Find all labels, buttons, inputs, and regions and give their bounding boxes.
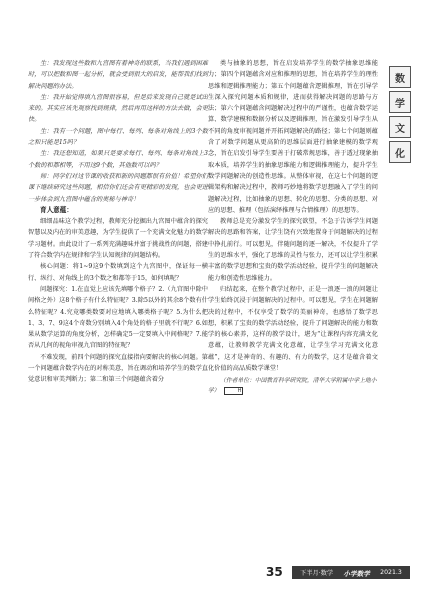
section-tab: 化: [389, 141, 411, 163]
section-tabs: [389, 66, 413, 166]
body-paragraph: 问题探究：1.在直觉上应该先填哪个格子？2.（九宫图中除中间格之外）这8个格子有什么特征呢？3.除5以外的其余8个数有什么特征呢？4.究竟哪类数要对应地填入哪类格子呢？5.为什么把1、3、7、9这4个奇数分别填入4个角处的格子里就不行呢？6.如果从数学运算的角度分析，怎样确定5一定要填入中间格呢？7.能否从几何的视角审视九宫图的特征呢？: [28, 285, 208, 350]
dialog-paragraph: 生：我有一个问题，图中每行、每列、每条对角线上的3个数之和只能是15吗？: [28, 127, 208, 147]
body-paragraph: 核心问题：将1~9这9个数填到这个九宫图中，保证每一横行、纵行、对角线上的3个数之和都等于15，如何填呢？: [28, 263, 208, 282]
body-paragraph: 归结起来，在整个教学过程中，正是一浪逐一浪的问题让学生始终沉浸于问题解决的过程中。可以想见，学生在问题解决的过程中，不仅享受了数学的美丽神奇，也感悟了数学思想，积累了宝贵的数学活动经验，提升了问题解决的能力和数学的核心素养，这样的教学设计，堪为“让课程内容充满文化意蕴，让教师教学充满文化意蕴，让学生学习充满文化意蕴”，这才是神奇的、有趣的、有力的数学，这才是蕴含着文化价值的高品质数学课堂！: [208, 285, 378, 373]
page-footer: [0, 562, 427, 584]
issue-date: 2021.3: [380, 569, 402, 576]
dialog-paragraph: 师：同学们对这节课的收获和新的问题都很有价值！希望你们课下继续研究这些问题，相信你们还会有更精彩的发现，也会更进一步体会到九宫图中蕴含的奥秘与神奇！: [28, 172, 208, 203]
end-mark-icon: H: [224, 387, 244, 395]
issue-label: 下半月·数学: [300, 570, 334, 577]
journal-banner: [292, 566, 410, 579]
author-text: （作者单位：中国教育科学研究院，清华大学附属中学上地小学）: [208, 378, 377, 395]
journal-brand: 小学数学: [343, 569, 370, 578]
right-column: [208, 58, 378, 396]
section-tab: 文: [389, 116, 411, 138]
dialog-paragraph: 生：我开始觉得填九宫图很容易，但是后来发现自己就是试出来的。其实应该先观察找到规律，然后再用这样的方法去做，会更快。: [28, 93, 208, 124]
section-tab: 学: [389, 91, 411, 113]
dialog-paragraph: 生：我还想知道，如果只是要求每行、每列、每条对角线上3个数的和都相等，不用这9个数，其他数可以吗？: [28, 150, 208, 169]
dialog-paragraph: 生：我发现这些数和九宫图有着神奇的联系，当我们遇到困难时，可以把数和图一起分析，就会受到很大的启发，能帮我们找到解决问题的办法。: [28, 60, 208, 90]
section-tab: 数: [389, 66, 411, 88]
body-paragraph: 细细品味这个教学过程，教师充分挖掘出九宫图中蕴含的探究智慧以及内在的审美意趣，为学生提供了一个充满文化魅力的数学学习题材。由此设计了一系列充满趣味并富于挑战性的问题，搭建了符合数学内在规律和学生认知规律的问题结构。: [28, 218, 208, 260]
section-heading: 育人意蕴：: [40, 205, 73, 214]
body-paragraph: 类与抽象的思想，旨在启发培养学生的数学抽象思维能力；第四个问题蕴含对应和推理的思想，旨在培养学生的理性思维和逻辑推理能力；第五个问题蕴含逻辑推理，旨在引导学生深入探究问题本质和规律，进而获得解决问题的思路与方法；第六个问题蕴含问题解决过程中的严谨性，也蕴含数学运算、数学建模和数据分析以及逻辑推理，旨在激发引导学生从不同的角度审视问题并开拓问题解决的路径；第七个问题则蕴含了对数学问题从更高阶的思维层面进行抽象建模的数学观念，旨在启发引导学生要善于打破常规思维，善于透过现象抽取本质，培养学生的抽象思维能力和逻辑推理能力，提升学生数学问题解决的创造性思维。从整体审视，在这七个问题的逻辑架构和解决过程中，教师巧妙地将数学思想融入了学生的问题解决过程，比如抽象的思想、转化的思想、分类的思想、对应的思想、推理（包括演绎推理与合情推理）的思想等。: [208, 60, 378, 214]
author-affiliation: [208, 376, 378, 396]
page-number: 35: [266, 565, 283, 579]
body-paragraph: 不难发现，前四个问题的探究直接指向要解决的核心问题。第一个问题蕴含数学内在的对称美意，旨在调动和培养学生的数学直觉意识和审美判断力；第二和第三个问题蕴含着分: [28, 353, 208, 384]
left-column: [28, 58, 208, 386]
body-paragraph: 教师总是充分激发学生的探究欲望，不急于告诉学生问题解决的思路和答案，让学生饶有兴致地置身于问题解决的过程中挣扎前行。可以想见，伴随问题的逐一解决，不仅提升了学生的思维水平，强化了思维的灵性与张力，还可以让学生积累丰富的数学思想和宝贵的数学活动经验，提升学生的问题解决能力和创造性思维能力。: [208, 218, 378, 282]
